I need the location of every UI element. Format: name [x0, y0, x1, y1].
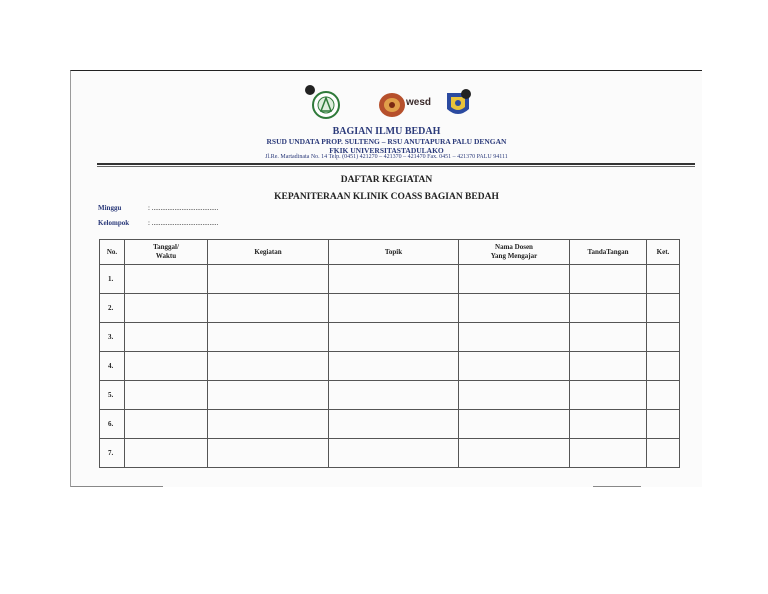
col-header-no: No. — [100, 240, 125, 265]
row-number: 7. — [100, 439, 125, 468]
date-cell[interactable] — [125, 265, 208, 294]
topic-cell[interactable] — [329, 410, 459, 439]
group-blank[interactable]: : ...................................... — [148, 219, 219, 227]
scan-edge-line — [593, 486, 641, 487]
week-blank[interactable]: : ...................................... — [148, 204, 219, 212]
table-row — [100, 381, 680, 410]
table-row — [100, 410, 680, 439]
header-divider-thin — [97, 166, 695, 167]
table-row — [100, 323, 680, 352]
col-header-lecturer: Nama Dosen Yang Mengajar — [459, 240, 570, 265]
col-header-topic: Topik — [329, 240, 459, 265]
topic-cell[interactable] — [329, 294, 459, 323]
activity-cell[interactable] — [208, 410, 329, 439]
table-row — [100, 265, 680, 294]
notes-cell[interactable] — [647, 439, 680, 468]
header-divider — [97, 163, 695, 165]
row-number: 6. — [100, 410, 125, 439]
activity-cell[interactable] — [208, 265, 329, 294]
lecturer-cell[interactable] — [459, 323, 570, 352]
activity-cell[interactable] — [208, 381, 329, 410]
col-header-activity: Kegiatan — [208, 240, 329, 265]
signature-cell[interactable] — [570, 410, 647, 439]
row-number: 2. — [100, 294, 125, 323]
topic-cell[interactable] — [329, 439, 459, 468]
row-number: 5. — [100, 381, 125, 410]
activity-cell[interactable] — [208, 439, 329, 468]
col-header-signature: TandaTangan — [570, 240, 647, 265]
lecturer-cell[interactable] — [459, 294, 570, 323]
form-title: DAFTAR KEGIATAN — [340, 175, 433, 185]
date-cell[interactable] — [125, 352, 208, 381]
punch-hole — [305, 85, 315, 95]
lecturer-cell[interactable] — [459, 439, 570, 468]
punch-hole — [461, 89, 471, 99]
lecturer-cell[interactable] — [459, 352, 570, 381]
scan-edge-line — [71, 486, 163, 487]
activity-cell[interactable] — [208, 323, 329, 352]
row-number: 4. — [100, 352, 125, 381]
form-sheet — [70, 70, 702, 487]
group-label: Kelompok — [98, 219, 130, 227]
hospital-names: RSUD UNDATA PROP. SULTENG – RSU ANUTAPURA PALU DENGAN — [266, 137, 507, 146]
date-cell[interactable] — [125, 410, 208, 439]
university-logo-icon — [377, 89, 407, 121]
signature-cell[interactable] — [570, 294, 647, 323]
form-subtitle: KEPANITERAAN KLINIK COASS BAGIAN BEDAH — [274, 192, 499, 202]
faculty-name: FKIK UNIVERSITASTADULAKO — [329, 146, 444, 155]
date-cell[interactable] — [125, 381, 208, 410]
hospital-logo-icon — [311, 89, 341, 121]
topic-cell[interactable] — [329, 323, 459, 352]
date-cell[interactable] — [125, 323, 208, 352]
lecturer-cell[interactable] — [459, 265, 570, 294]
signature-cell[interactable] — [570, 381, 647, 410]
topic-cell[interactable] — [329, 265, 459, 294]
date-cell[interactable] — [125, 439, 208, 468]
col-header-date: Tanggal/ Waktu — [125, 240, 208, 265]
signature-cell[interactable] — [570, 439, 647, 468]
activity-cell[interactable] — [208, 352, 329, 381]
table-row — [100, 439, 680, 468]
date-cell[interactable] — [125, 294, 208, 323]
notes-cell[interactable] — [647, 294, 680, 323]
activity-cell[interactable] — [208, 294, 329, 323]
address-line: Jl.Re. Martadinata No. 14 Telp. (0451) 421270 – 421370 – 421470 Fax. 0451 – 421370 PALU 94111 — [265, 154, 508, 160]
col-header-notes: Ket. — [647, 240, 680, 265]
topic-cell[interactable] — [329, 381, 459, 410]
group-field[interactable] — [98, 219, 219, 227]
activity-table — [99, 239, 680, 468]
signature-cell[interactable] — [570, 323, 647, 352]
week-field[interactable] — [98, 204, 219, 212]
week-label: Minggu — [98, 204, 122, 212]
logo-text: wesd — [406, 97, 432, 108]
row-number: 3. — [100, 323, 125, 352]
notes-cell[interactable] — [647, 352, 680, 381]
table-row — [100, 294, 680, 323]
department-title: BAGIAN ILMU BEDAH — [332, 126, 441, 137]
topic-cell[interactable] — [329, 352, 459, 381]
notes-cell[interactable] — [647, 381, 680, 410]
lecturer-cell[interactable] — [459, 381, 570, 410]
table-header-row — [100, 240, 680, 265]
logo-row — [303, 85, 483, 125]
signature-cell[interactable] — [570, 265, 647, 294]
notes-cell[interactable] — [647, 265, 680, 294]
lecturer-cell[interactable] — [459, 410, 570, 439]
notes-cell[interactable] — [647, 410, 680, 439]
notes-cell[interactable] — [647, 323, 680, 352]
table-row — [100, 352, 680, 381]
row-number: 1. — [100, 265, 125, 294]
signature-cell[interactable] — [570, 352, 647, 381]
